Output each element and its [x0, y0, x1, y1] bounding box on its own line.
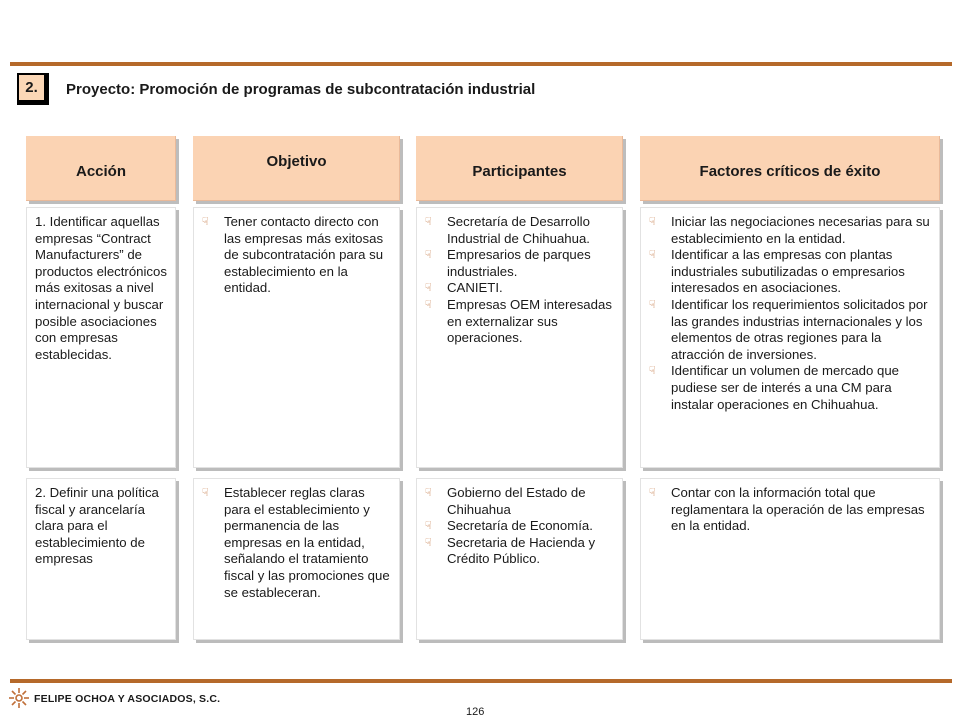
list-item — [425, 247, 616, 280]
hand-pointer-icon: ☟ — [425, 249, 432, 262]
list-item-text: Identificar los requerimientos solicitados por las grandes industrias internacionales y los elementos de otras regiones para la atracción de inversiones. — [671, 296, 928, 362]
list-item — [649, 214, 933, 247]
row2-objetivo — [193, 478, 400, 640]
accion-text: 1. Identificar aquellas empresas “Contract Manufacturers” de productos electrónicos más exitosas a nivel internacional y buscar posible asociaciones con empresas establecidas. — [35, 214, 167, 362]
list-item-text: Contar con la información total que reglamentara la operación de las empresas en la entidad. — [671, 485, 925, 534]
hand-pointer-icon: ☟ — [425, 298, 432, 311]
list-item-text: Secretaría de Desarrollo Industrial de Chihuahua. — [447, 214, 590, 246]
company-name: FELIPE OCHOA Y ASOCIADOS, S.C. — [34, 693, 221, 705]
list-item — [425, 214, 616, 247]
hand-pointer-icon: ☟ — [649, 298, 656, 311]
slide-title: Proyecto: Promoción de programas de subcontratación industrial — [66, 81, 536, 98]
list-item-text: Iniciar las negociaciones necesarias para su establecimiento en la entidad. — [671, 214, 930, 246]
bullet-list — [202, 485, 393, 601]
hand-pointer-icon: ☟ — [425, 520, 432, 533]
bullet-list — [649, 214, 933, 413]
list-item — [649, 363, 933, 413]
hand-pointer-icon: ☟ — [649, 216, 656, 228]
list-item-text: Empresarios de parques industriales. — [447, 247, 591, 279]
list-item-text: Identificar un volumen de mercado que pudiese ser de interés a una CM para instalar operaciones en Chihuahua. — [671, 363, 899, 412]
header-factores: Factores críticos de éxito — [640, 136, 940, 201]
row2-accion — [26, 478, 176, 640]
slide-number: 2. — [17, 73, 46, 102]
list-item — [202, 214, 393, 297]
list-item — [649, 485, 933, 535]
header-participantes: Participantes — [416, 136, 623, 201]
list-item — [649, 297, 933, 363]
hand-pointer-icon: ☟ — [202, 216, 209, 228]
row1-participantes — [416, 207, 623, 468]
list-item-text: Gobierno del Estado de Chihuahua — [447, 485, 586, 517]
bottom-rule — [10, 679, 952, 683]
accion-text: 2. Definir una política fiscal y arancelaría clara para el establecimiento de empresas — [35, 485, 159, 567]
company-logo-icon — [8, 687, 30, 709]
bullet-list — [425, 214, 616, 347]
hand-pointer-icon: ☟ — [425, 216, 432, 228]
bullet-list — [202, 214, 393, 297]
hand-pointer-icon: ☟ — [649, 487, 656, 499]
list-item — [425, 518, 616, 535]
header-objetivo: Objetivo — [193, 136, 400, 201]
list-item-text: Establecer reglas claras para el establecimiento y permanencia de las empresas en la entidad, señalando el tratamiento fiscal y las promociones que se estableceran. — [224, 485, 390, 600]
hand-pointer-icon: ☟ — [649, 249, 656, 262]
row1-accion — [26, 207, 176, 468]
top-rule — [10, 62, 952, 66]
hand-pointer-icon: ☟ — [425, 282, 432, 295]
list-item — [425, 485, 616, 518]
list-item — [425, 535, 616, 568]
list-item-text: CANIETI. — [447, 280, 503, 296]
row2-participantes — [416, 478, 623, 640]
list-item — [425, 280, 616, 297]
list-item-text: Identificar a las empresas con plantas industriales subutilizadas o empresarios interesados en asociaciones. — [671, 247, 905, 296]
row1-factores — [640, 207, 940, 468]
bullet-list — [425, 485, 616, 568]
hand-pointer-icon: ☟ — [202, 487, 209, 499]
header-accion: Acción — [26, 136, 176, 201]
list-item-text: Tener contacto directo con las empresas más exitosas de subcontratación para su establecimiento en la entidad. — [224, 214, 384, 296]
list-item — [649, 247, 933, 297]
list-item-text: Empresas OEM interesadas en externalizar sus operaciones. — [447, 296, 612, 346]
slide-number-box — [17, 73, 49, 105]
hand-pointer-icon: ☟ — [425, 487, 432, 499]
list-item — [425, 297, 616, 347]
hand-pointer-icon: ☟ — [425, 536, 432, 549]
list-item-text: Secretaría de Economía. — [447, 518, 593, 534]
hand-pointer-icon: ☟ — [649, 365, 656, 378]
row1-objetivo — [193, 207, 400, 468]
page-number: 126 — [466, 706, 485, 718]
row2-factores — [640, 478, 940, 640]
list-item-text: Secretaria de Hacienda y Crédito Público. — [447, 534, 596, 567]
list-item — [202, 485, 393, 601]
bullet-list — [649, 485, 933, 535]
